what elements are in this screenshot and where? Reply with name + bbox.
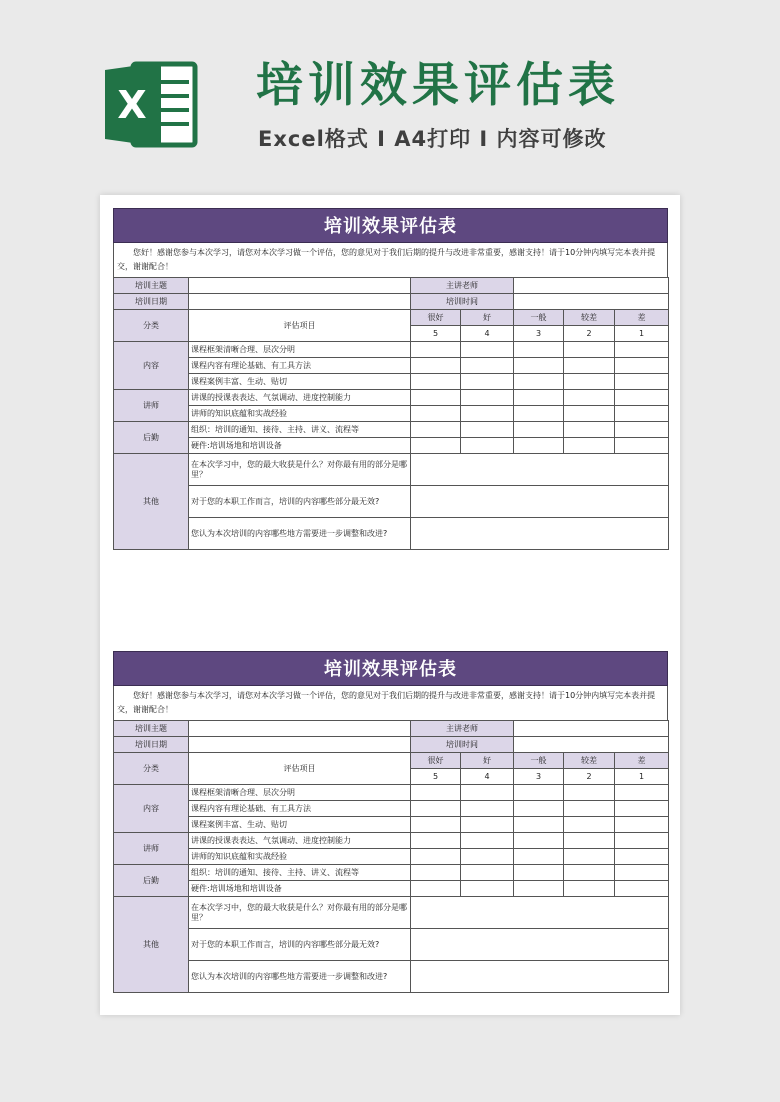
rating-cell[interactable] — [461, 865, 514, 881]
rating-cell[interactable] — [615, 801, 669, 817]
date-label: 培训日期 — [114, 294, 189, 310]
item-label: 讲师的知识底蕴和实战经验 — [189, 849, 411, 865]
rating-cell[interactable] — [615, 785, 669, 801]
rating-header: 差 — [615, 753, 669, 769]
teacher-label: 主讲老师 — [411, 278, 514, 294]
time-input[interactable] — [514, 737, 669, 753]
group-label-logistics: 后勤 — [114, 422, 189, 454]
form-banner: 培训效果评估表 — [113, 651, 668, 686]
question-label: 您认为本次培训的内容哪些地方需要进一步调整和改进? — [189, 518, 411, 550]
rating-cell[interactable] — [564, 390, 615, 406]
topic-input[interactable] — [189, 278, 411, 294]
rating-cell[interactable] — [461, 801, 514, 817]
question-label: 对于您的本职工作而言，培训的内容哪些部分最无效? — [189, 929, 411, 961]
rating-cell[interactable] — [615, 849, 669, 865]
item-label: 讲课的授课表表达、气氛调动、进度控制能力 — [189, 833, 411, 849]
rating-cell[interactable] — [514, 390, 564, 406]
teacher-input[interactable] — [514, 278, 669, 294]
question-label: 您认为本次培训的内容哪些地方需要进一步调整和改进? — [189, 961, 411, 993]
category-header: 分类 — [114, 310, 189, 342]
answer-input[interactable] — [411, 518, 669, 550]
rating-cell[interactable] — [514, 833, 564, 849]
rating-cell[interactable] — [461, 358, 514, 374]
item-header: 评估项目 — [189, 310, 411, 342]
score-header: 5 — [411, 769, 461, 785]
answer-input[interactable] — [411, 961, 669, 993]
rating-cell[interactable] — [514, 374, 564, 390]
rating-cell[interactable] — [564, 438, 615, 454]
answer-input[interactable] — [411, 454, 669, 486]
rating-cell[interactable] — [411, 390, 461, 406]
rating-cell[interactable] — [615, 374, 669, 390]
rating-header: 好 — [461, 310, 514, 326]
group-label-content: 内容 — [114, 342, 189, 390]
form-intro: 您好！感谢您参与本次学习，请您对本次学习做一个评估，您的意见对于我们后期的提升与改进非常重要，感谢支持！请于10分钟内填写完本表并提交，谢谢配合！ — [113, 243, 668, 277]
rating-cell[interactable] — [564, 817, 615, 833]
group-label-other: 其他 — [114, 454, 189, 550]
item-label: 硬件:培训场地和培训设备 — [189, 881, 411, 897]
time-input[interactable] — [514, 294, 669, 310]
rating-cell[interactable] — [514, 881, 564, 897]
rating-cell[interactable] — [514, 406, 564, 422]
rating-header: 一般 — [514, 753, 564, 769]
rating-cell[interactable] — [564, 801, 615, 817]
rating-cell[interactable] — [615, 881, 669, 897]
rating-cell[interactable] — [615, 406, 669, 422]
evaluation-table — [113, 720, 669, 993]
answer-input[interactable] — [411, 486, 669, 518]
score-header: 5 — [411, 326, 461, 342]
answer-input[interactable] — [411, 897, 669, 929]
time-label: 培训时间 — [411, 737, 514, 753]
score-header: 3 — [514, 769, 564, 785]
rating-cell[interactable] — [615, 438, 669, 454]
rating-header: 较差 — [564, 310, 615, 326]
document-sheet — [100, 195, 680, 1015]
rating-cell[interactable] — [411, 422, 461, 438]
item-label: 课程内容有理论基础、有工具方法 — [189, 358, 411, 374]
rating-cell[interactable] — [564, 358, 615, 374]
teacher-label: 主讲老师 — [411, 721, 514, 737]
group-label-teacher: 讲师 — [114, 833, 189, 865]
rating-cell[interactable] — [461, 833, 514, 849]
rating-cell[interactable] — [564, 342, 615, 358]
item-label: 课程框架清晰合理、层次分明 — [189, 785, 411, 801]
rating-cell[interactable] — [411, 881, 461, 897]
item-label: 讲课的授课表表达、气氛调动、进度控制能力 — [189, 390, 411, 406]
rating-cell[interactable] — [411, 833, 461, 849]
score-header: 1 — [615, 769, 669, 785]
rating-header: 差 — [615, 310, 669, 326]
score-header: 1 — [615, 326, 669, 342]
rating-cell[interactable] — [411, 865, 461, 881]
rating-cell[interactable] — [615, 342, 669, 358]
score-header: 4 — [461, 326, 514, 342]
rating-cell[interactable] — [514, 849, 564, 865]
date-input[interactable] — [189, 294, 411, 310]
question-label: 在本次学习中，您的最大收获是什么？对你最有用的部分是哪里？ — [189, 897, 411, 929]
score-header: 4 — [461, 769, 514, 785]
rating-cell[interactable] — [411, 374, 461, 390]
rating-cell[interactable] — [461, 374, 514, 390]
score-header: 2 — [564, 769, 615, 785]
item-label: 课程案例丰富、生动、贴切 — [189, 817, 411, 833]
rating-cell[interactable] — [411, 438, 461, 454]
answer-input[interactable] — [411, 929, 669, 961]
rating-cell[interactable] — [411, 849, 461, 865]
question-label: 对于您的本职工作而言，培训的内容哪些部分最无效? — [189, 486, 411, 518]
page-header — [0, 0, 780, 190]
excel-icon — [103, 56, 200, 153]
evaluation-table — [113, 277, 669, 550]
rating-cell[interactable] — [411, 358, 461, 374]
rating-cell[interactable] — [615, 390, 669, 406]
form-banner: 培训效果评估表 — [113, 208, 668, 243]
group-label-other: 其他 — [114, 897, 189, 993]
group-label-teacher: 讲师 — [114, 390, 189, 422]
item-label: 课程案例丰富、生动、贴切 — [189, 374, 411, 390]
rating-header: 较差 — [564, 753, 615, 769]
rating-cell[interactable] — [514, 817, 564, 833]
rating-cell[interactable] — [514, 342, 564, 358]
rating-cell[interactable] — [514, 438, 564, 454]
rating-cell[interactable] — [564, 833, 615, 849]
rating-cell[interactable] — [461, 422, 514, 438]
topic-label: 培训主题 — [114, 278, 189, 294]
rating-cell[interactable] — [564, 406, 615, 422]
group-label-logistics: 后勤 — [114, 865, 189, 897]
teacher-input[interactable] — [514, 721, 669, 737]
rating-cell[interactable] — [514, 801, 564, 817]
rating-header: 很好 — [411, 753, 461, 769]
rating-cell[interactable] — [514, 785, 564, 801]
date-input[interactable] — [189, 737, 411, 753]
rating-cell[interactable] — [461, 438, 514, 454]
evaluation-form-1 — [113, 208, 668, 550]
rating-cell[interactable] — [461, 881, 514, 897]
rating-cell[interactable] — [461, 390, 514, 406]
rating-cell[interactable] — [411, 801, 461, 817]
rating-cell[interactable] — [411, 817, 461, 833]
page-subtitle: Excel格式 I A4打印 I 内容可修改 — [258, 127, 607, 151]
topic-label: 培训主题 — [114, 721, 189, 737]
rating-cell[interactable] — [564, 785, 615, 801]
rating-header: 一般 — [514, 310, 564, 326]
rating-cell[interactable] — [411, 785, 461, 801]
rating-cell[interactable] — [514, 422, 564, 438]
time-label: 培训时间 — [411, 294, 514, 310]
question-label: 在本次学习中，您的最大收获是什么？对你最有用的部分是哪里？ — [189, 454, 411, 486]
evaluation-form-2 — [113, 651, 668, 993]
rating-cell[interactable] — [461, 406, 514, 422]
rating-cell[interactable] — [461, 849, 514, 865]
rating-cell[interactable] — [615, 865, 669, 881]
rating-header: 好 — [461, 753, 514, 769]
rating-cell[interactable] — [411, 342, 461, 358]
rating-cell[interactable] — [564, 849, 615, 865]
rating-cell[interactable] — [615, 358, 669, 374]
rating-cell[interactable] — [411, 406, 461, 422]
item-header: 评估项目 — [189, 753, 411, 785]
rating-cell[interactable] — [514, 358, 564, 374]
topic-input[interactable] — [189, 721, 411, 737]
rating-cell[interactable] — [461, 785, 514, 801]
item-label: 课程框架清晰合理、层次分明 — [189, 342, 411, 358]
rating-cell[interactable] — [461, 817, 514, 833]
rating-cell[interactable] — [514, 865, 564, 881]
item-label: 课程内容有理论基础、有工具方法 — [189, 801, 411, 817]
rating-cell[interactable] — [615, 833, 669, 849]
category-header: 分类 — [114, 753, 189, 785]
rating-cell[interactable] — [564, 422, 615, 438]
rating-cell[interactable] — [615, 817, 669, 833]
date-label: 培训日期 — [114, 737, 189, 753]
score-header: 2 — [564, 326, 615, 342]
rating-cell[interactable] — [564, 374, 615, 390]
score-header: 3 — [514, 326, 564, 342]
item-label: 硬件:培训场地和培训设备 — [189, 438, 411, 454]
item-label: 组织：培训的通知、接待、主持、讲义、流程等 — [189, 865, 411, 881]
rating-cell[interactable] — [564, 881, 615, 897]
excel-icon-letter: X — [117, 83, 147, 127]
rating-cell[interactable] — [461, 342, 514, 358]
form-intro: 您好！感谢您参与本次学习，请您对本次学习做一个评估，您的意见对于我们后期的提升与改进非常重要，感谢支持！请于10分钟内填写完本表并提交，谢谢配合！ — [113, 686, 668, 720]
group-label-content: 内容 — [114, 785, 189, 833]
page-title: 培训效果评估表 — [256, 58, 620, 113]
item-label: 讲师的知识底蕴和实战经验 — [189, 406, 411, 422]
rating-cell[interactable] — [615, 422, 669, 438]
rating-header: 很好 — [411, 310, 461, 326]
rating-cell[interactable] — [564, 865, 615, 881]
item-label: 组织：培训的通知、接待、主持、讲义、流程等 — [189, 422, 411, 438]
